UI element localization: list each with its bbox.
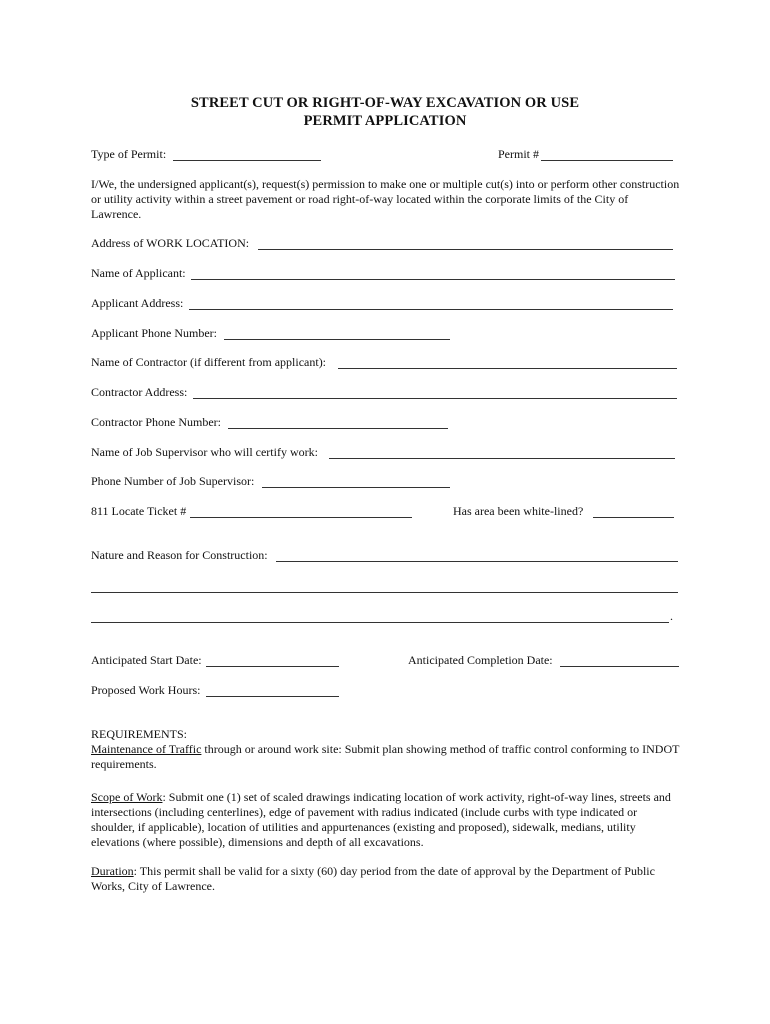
traffic-requirement-title: Maintenance of Traffic: [91, 742, 202, 756]
contractor-name-field[interactable]: [338, 368, 677, 369]
duration-requirement: [91, 864, 681, 894]
traffic-requirement: [91, 742, 681, 772]
scope-requirement: [91, 790, 681, 850]
job-supervisor-label: Name of Job Supervisor who will certify work:: [91, 445, 318, 459]
duration-requirement-text: : This permit shall be valid for a sixty (60) day period from the date of approval by the Department of Public Works, City of Lawrence.: [91, 864, 655, 893]
start-date-label: Anticipated Start Date:: [91, 653, 202, 667]
permit-number-label: Permit #: [498, 147, 539, 161]
traffic-requirement-text: through or around work site: Submit plan showing method of traffic control conforming to INDOT requirements.: [91, 742, 680, 771]
applicant-address-label: Applicant Address:: [91, 296, 184, 310]
applicant-phone-field[interactable]: [224, 339, 450, 340]
job-supervisor-field[interactable]: [329, 458, 675, 459]
work-hours-field[interactable]: [206, 696, 339, 697]
intro-paragraph: I/We, the undersigned applicant(s), request(s) permission to make one or multiple cut(s) into or perform other construction or utility activity within a street pavement or road right-of-way located within the corporate limits of the City of Lawrence.: [91, 177, 680, 221]
scope-requirement-text: : Submit one (1) set of scaled drawings indicating location of work activity, right-of-way lines, streets and intersections (including centerlines), edge of pavement with radius indicated (include curbs with type indicated or shoulder, if applicable), location of utilities and appurtenances (existing and proposed), sidewalk, medians, utility elevations (where possible), dimensions and depth of all excavations.: [91, 790, 671, 849]
type-of-permit-label: Type of Permit:: [91, 147, 167, 161]
locate-ticket-label: 811 Locate Ticket #: [91, 504, 187, 518]
nature-reason-field-line3[interactable]: [91, 622, 669, 623]
type-of-permit-field[interactable]: [173, 160, 321, 161]
contractor-phone-label: Contractor Phone Number:: [91, 415, 221, 429]
applicant-name-field[interactable]: [191, 279, 675, 280]
form-title-line2: PERMIT APPLICATION: [303, 113, 467, 129]
form-title-line1: STREET CUT OR RIGHT-OF-WAY EXCAVATION OR USE: [190, 95, 580, 111]
start-date-field[interactable]: [206, 666, 339, 667]
applicant-name-label: Name of Applicant:: [91, 266, 186, 280]
nature-reason-field-line1[interactable]: [276, 561, 678, 562]
contractor-address-label: Contractor Address:: [91, 385, 188, 399]
white-lined-field[interactable]: [593, 517, 674, 518]
work-hours-label: Proposed Work Hours:: [91, 683, 201, 697]
job-supervisor-phone-label: Phone Number of Job Supervisor:: [91, 474, 255, 488]
applicant-address-field[interactable]: [189, 309, 673, 310]
requirements-heading: REQUIREMENTS:: [91, 727, 187, 741]
nature-reason-label: Nature and Reason for Construction:: [91, 548, 268, 562]
job-supervisor-phone-field[interactable]: [262, 487, 450, 488]
permit-number-field[interactable]: [541, 160, 673, 161]
nature-reason-period: .: [670, 609, 673, 623]
contractor-address-field[interactable]: [193, 398, 677, 399]
duration-requirement-title: Duration: [91, 864, 134, 878]
white-lined-label: Has area been white-lined?: [453, 504, 584, 518]
work-location-field[interactable]: [258, 249, 673, 250]
applicant-phone-label: Applicant Phone Number:: [91, 326, 217, 340]
scope-requirement-title: Scope of Work: [91, 790, 163, 804]
completion-date-label: Anticipated Completion Date:: [408, 653, 553, 667]
locate-ticket-field[interactable]: [190, 517, 412, 518]
nature-reason-field-line2[interactable]: [91, 592, 678, 593]
contractor-phone-field[interactable]: [228, 428, 448, 429]
contractor-name-label: Name of Contractor (if different from applicant):: [91, 355, 327, 369]
completion-date-field[interactable]: [560, 666, 679, 667]
work-location-label: Address of WORK LOCATION:: [91, 236, 250, 250]
